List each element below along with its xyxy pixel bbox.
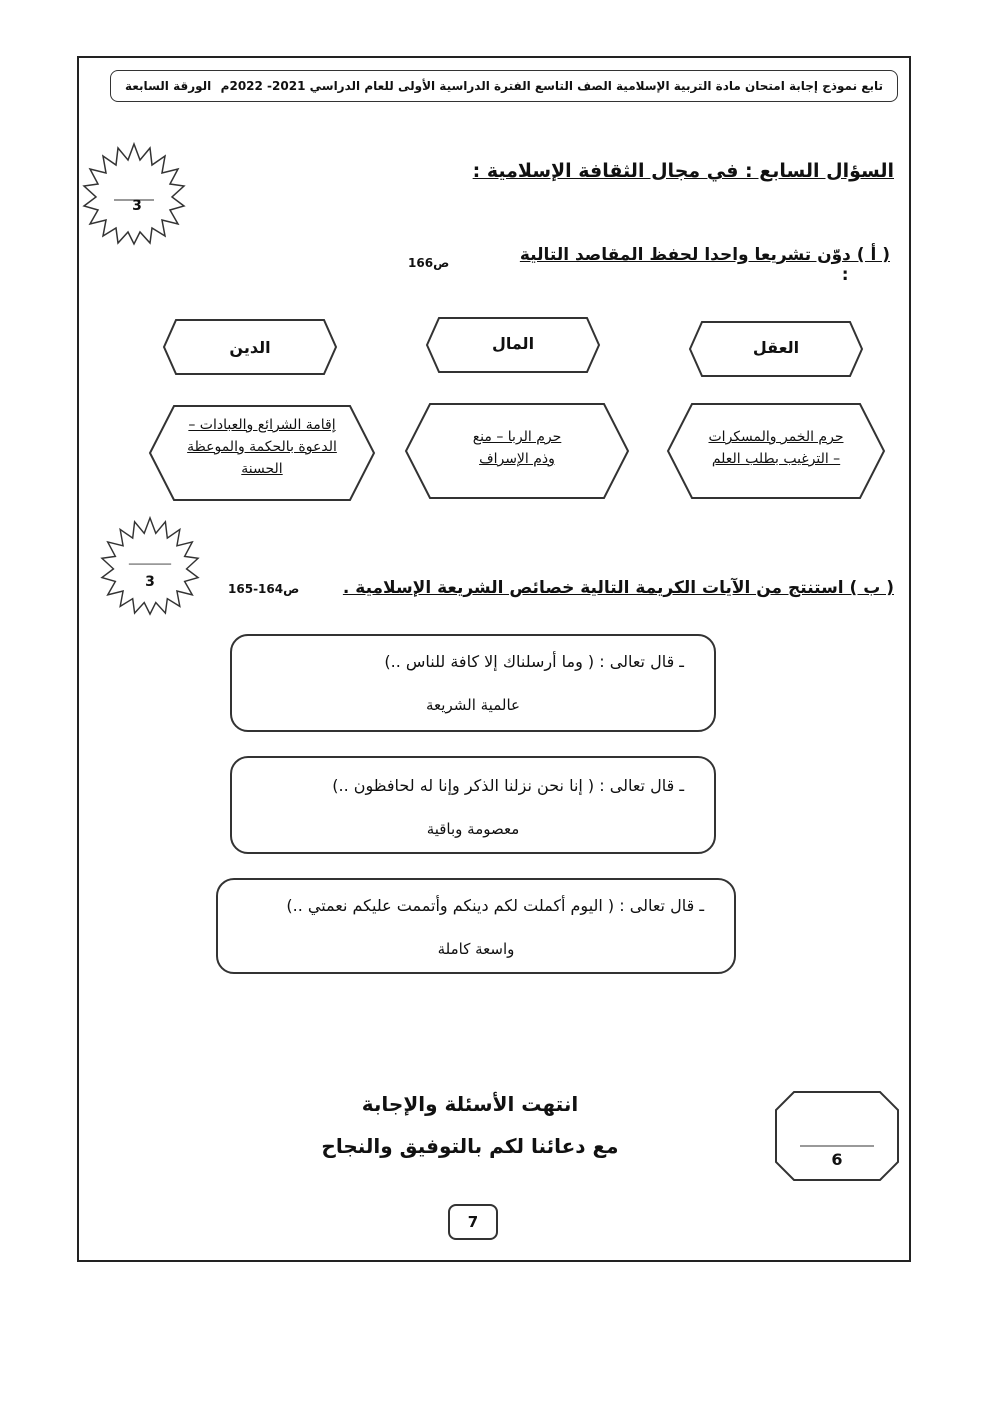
verse-1: ـ قال تعالى : ( وما أرسلناك إلا كافة للناس ..): [384, 652, 684, 671]
part-a-prompt: [480, 245, 890, 285]
verse-box-2: [230, 756, 716, 854]
answer-din-line3: الحسنة: [241, 461, 283, 477]
part-a-colon: :: [841, 265, 849, 285]
score-star-badge-b: [100, 516, 200, 616]
verse-1-answer: عالمية الشريعة: [426, 696, 520, 714]
answer-din-line2: الدعوة بالحكمة والموعظة: [187, 439, 337, 455]
part-a-page-ref: ص166: [408, 256, 450, 270]
closing-line-1: انتهت الأسئلة والإجابة: [361, 1092, 579, 1116]
score-star-badge: [82, 142, 186, 246]
page-number: 7: [448, 1204, 498, 1240]
verse-2-answer: معصومة وباقية: [426, 820, 520, 838]
part-b-score: 3: [145, 574, 155, 590]
verse-box-3: [216, 878, 736, 974]
part-b-page-ref: ص164-165: [228, 582, 300, 596]
objective-label-mal: المال: [491, 334, 535, 353]
answer-mal-line2: وذم الإسراف: [479, 451, 555, 467]
sheet-label: الورقة السابعة: [125, 79, 212, 93]
answer-mal-line1: حرم الربا – منع: [472, 429, 562, 445]
answer-din: [160, 414, 364, 480]
exam-header: [110, 70, 898, 102]
answer-din-line1: إقامة الشرائع والعبادات –: [188, 417, 336, 433]
question7-title: السؤال السابع : في مجال الثقافة الإسلامية :: [472, 160, 894, 182]
objective-label-din: الدين: [229, 338, 271, 357]
answer-aql-line2: – الترغيب بطلب العلم: [711, 451, 841, 467]
objective-label-aql: العقل: [752, 338, 800, 357]
answer-aql-line1: حرم الخمر والمسكرات: [708, 429, 844, 445]
question7-score: 3: [132, 198, 142, 214]
verse-3-answer: واسعة كاملة: [437, 940, 515, 958]
closing-line-2: مع دعائنا لكم بالتوفيق والنجاح: [321, 1134, 619, 1158]
total-score: 6: [831, 1150, 843, 1169]
part-b-prompt: ( ب ) استنتج من الآيات الكريمة التالية خصائص الشريعة الإسلامية .: [342, 578, 894, 598]
verse-2: ـ قال تعالى : ( إنا نحن نزلنا الذكر وإنا له لحافظون ..): [332, 776, 684, 795]
part-a-prompt-text: ( أ ) دوّن تشريعا واحدا لحفظ المقاصد التالية: [519, 245, 890, 265]
verse-box-1: [230, 634, 716, 732]
verse-3: ـ قال تعالى : ( اليوم أكملت لكم دينكم وأتممت عليكم نعمتي ..): [286, 896, 704, 915]
answer-aql: [666, 426, 886, 470]
answer-mal: [404, 426, 630, 470]
header-title: تابع نموذج إجابة امتحان مادة التربية الإسلامية الصف التاسع الفترة الدراسية الأولى للعام الدراسي 2021- 2022م: [220, 79, 883, 93]
